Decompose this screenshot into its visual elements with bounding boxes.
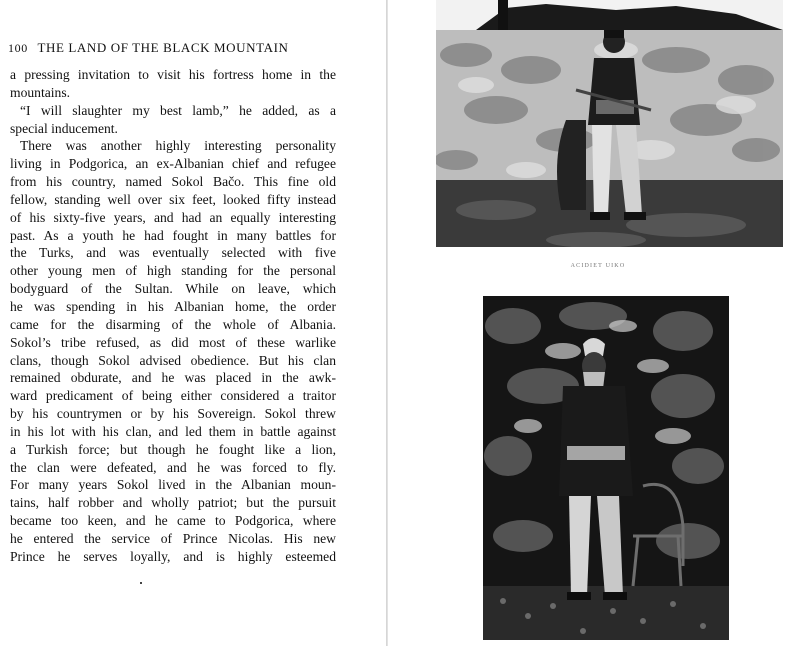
text-line: Sokol’s tribe refused, as did most of these warlike [10, 334, 336, 350]
text-line: by his countrymen or by his Sovereign. Sokol threw [10, 406, 336, 422]
book-title: THE LAND OF THE BLACK MOUNTAIN [37, 40, 289, 55]
figure-caption: ACIDIET UIKO [570, 263, 626, 269]
text-line: clans, though Sokol advised obedience. But his clan [10, 352, 336, 368]
text-line: other young men of high standing for the personal [10, 263, 336, 279]
text-line: mountains. [10, 84, 71, 100]
ink-speck [140, 582, 142, 584]
text-line: special inducement. [10, 120, 118, 136]
text-line: past. As a youth he had fought in many battles for [10, 227, 336, 243]
text-line: There was another highly interesting personality [20, 138, 336, 154]
text-line: tains, half robber and wholly patriot; but the pursuit [10, 495, 336, 511]
text-line: a pressing invitation to visit his fortress home in the [10, 67, 336, 82]
text-line: he entered the service of Prince Nicolas. His new [10, 530, 336, 546]
photograph-bottom [483, 296, 729, 640]
page-number: 100 [8, 41, 28, 55]
text-line: fellow, standing well over six feet, looked fifty instead [10, 191, 336, 207]
running-head [8, 40, 289, 56]
text-line: in his lot with his clan, and led them in battle against [10, 423, 336, 439]
right-page [388, 0, 787, 646]
text-line: “I will slaughter my best lamb,” he added, as a [20, 102, 336, 118]
text-line: bodyguard of the Sultan. While on leave, which [10, 281, 336, 297]
body-text [10, 66, 336, 566]
text-line: living in Podgorica, an ex-Albanian chief and refugee [10, 156, 336, 172]
text-line: became too keen, and he came to Podgorica, where [10, 513, 336, 529]
text-line: remained obdurate, and he was placed in the awk- [10, 370, 336, 386]
left-page [0, 0, 386, 646]
text-line: For many years Sokol lived in the Albanian moun- [10, 477, 336, 493]
text-line: ward predicament of being either considered a traitor [10, 388, 336, 404]
photograph-top [436, 0, 783, 247]
text-line: the Turks, and was eventually selected with five [10, 245, 336, 261]
text-line: from his country, named Sokol Bačo. This fine old [10, 174, 336, 190]
text-line: of his sixty-five years, and had an equally interesting [10, 209, 336, 225]
text-line: he was spending in his Albanian home, the order [10, 298, 336, 314]
text-line: came for the disarming of the whole of Albania. [10, 316, 336, 332]
text-line: a Turkish force; but though he fought like a lion, [10, 441, 336, 457]
text-line: Prince he serves loyally, and is highly esteemed [10, 548, 336, 564]
text-line: the clan were defeated, and he was forced to fly. [10, 459, 336, 475]
